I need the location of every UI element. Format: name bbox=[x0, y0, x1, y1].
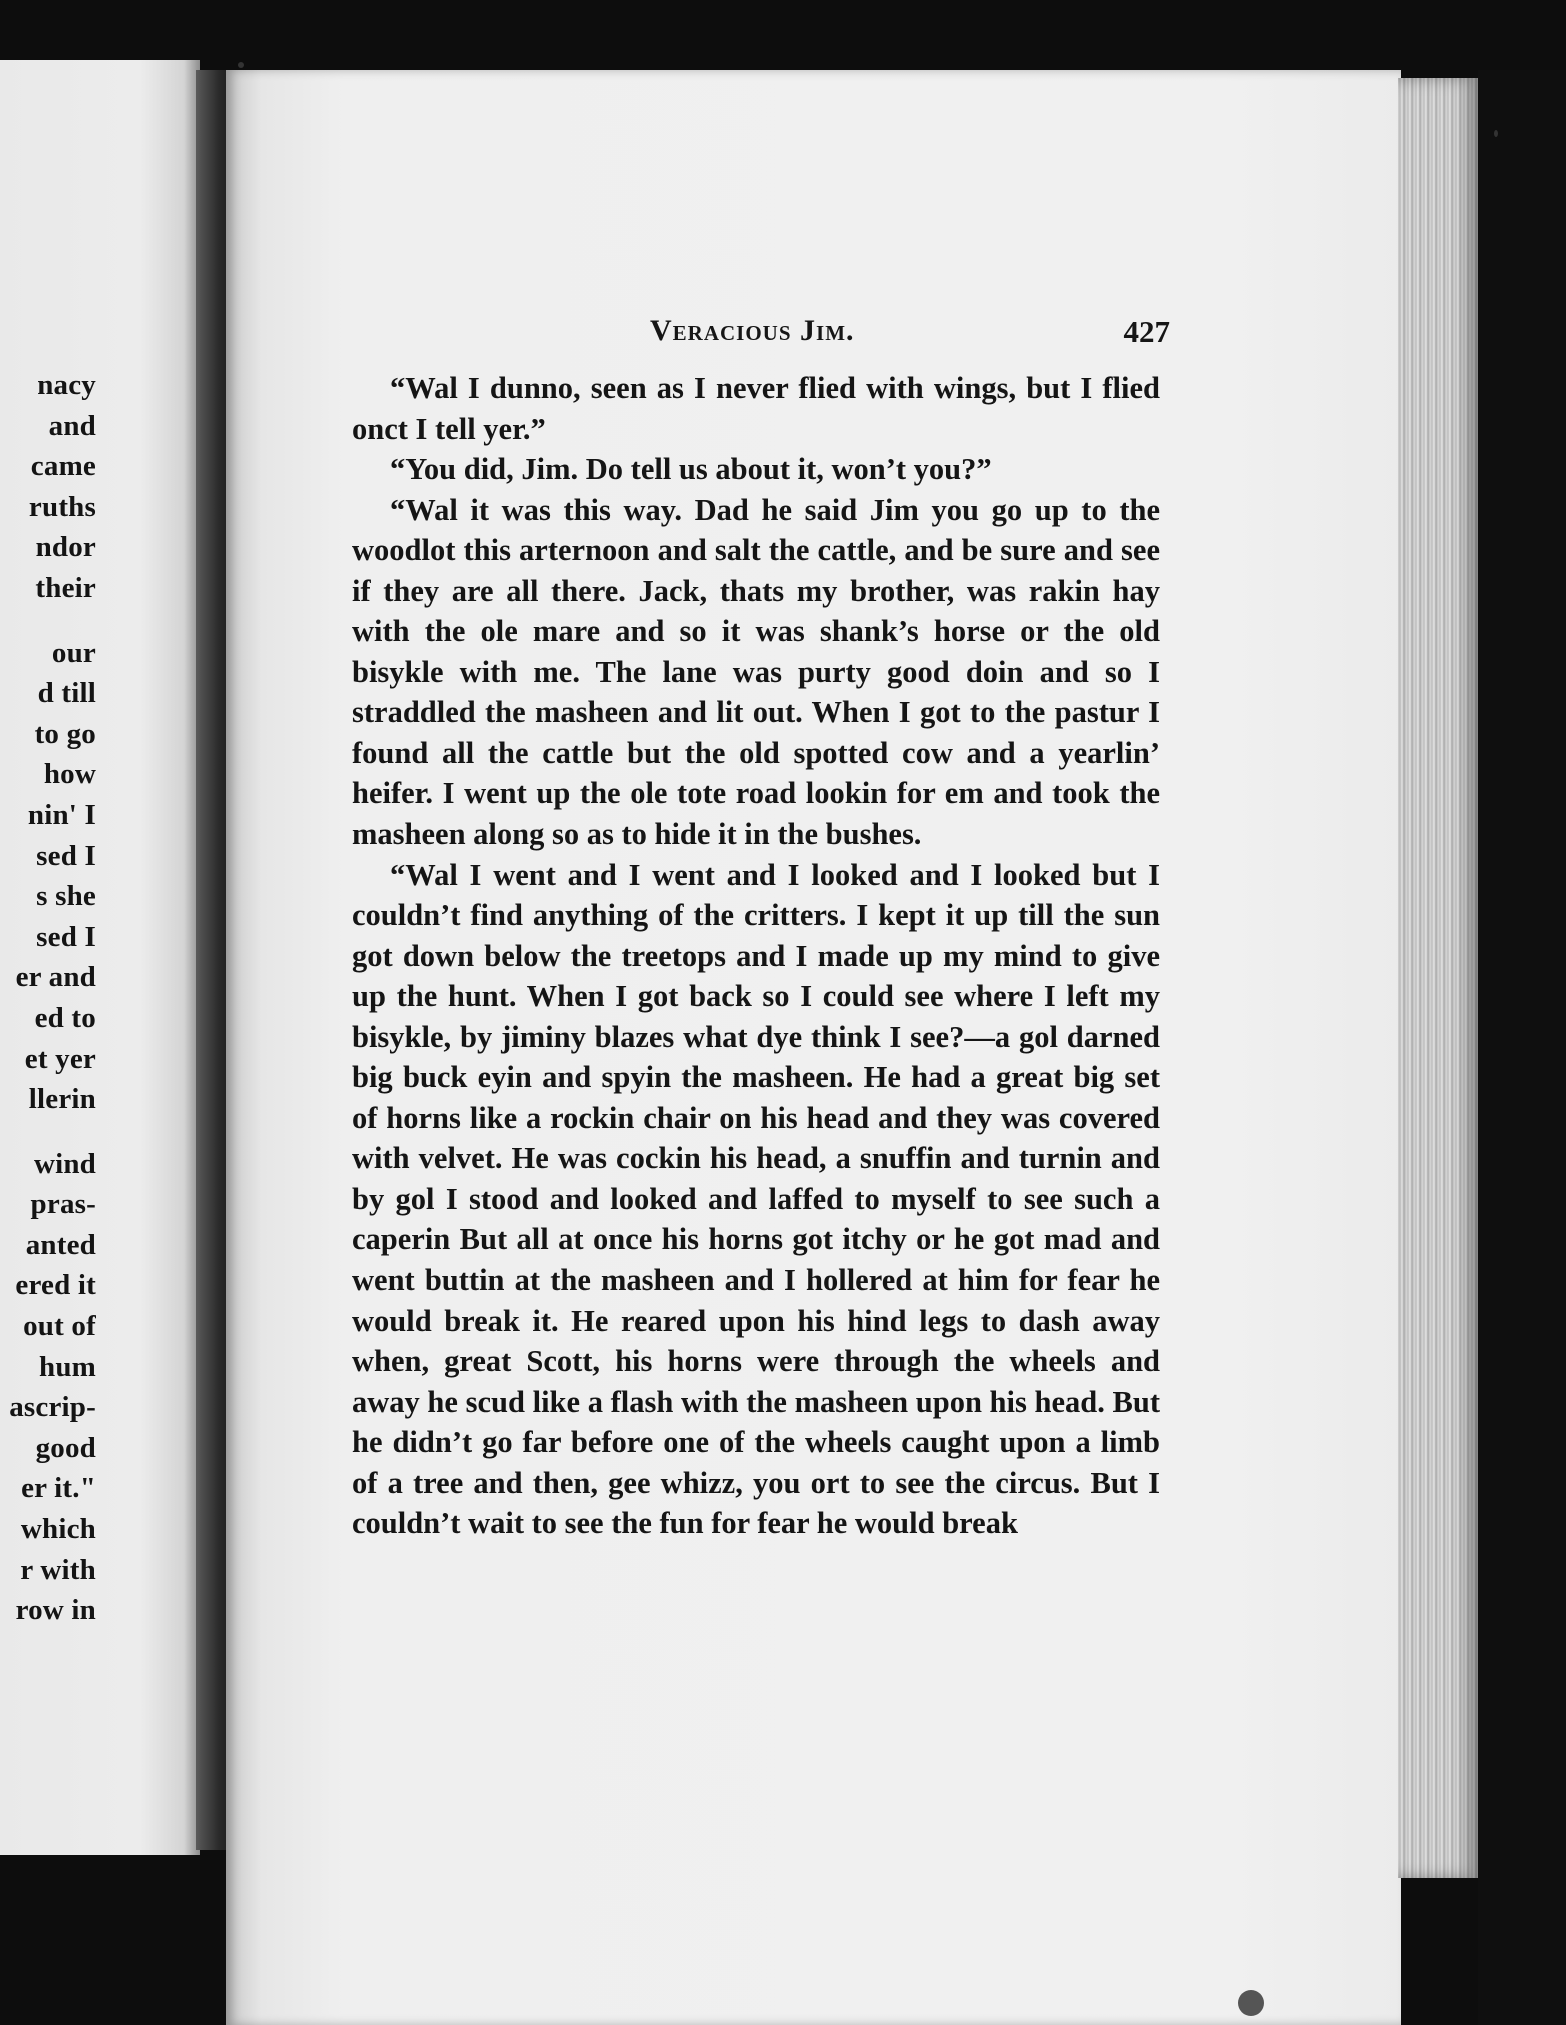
page-number: 427 bbox=[1123, 314, 1170, 349]
left-page-line: s she bbox=[36, 880, 96, 913]
running-head: Veracious Jim. bbox=[650, 314, 855, 347]
left-page-line: pras- bbox=[30, 1188, 96, 1221]
left-page-line: their bbox=[35, 571, 96, 604]
left-page-line: ered it bbox=[15, 1269, 96, 1302]
left-page-line: d till bbox=[37, 677, 96, 710]
left-page-line: ruths bbox=[28, 490, 96, 523]
left-page-line: good bbox=[35, 1431, 96, 1464]
left-page-line: r with bbox=[20, 1553, 96, 1586]
background-shadow bbox=[1478, 70, 1566, 2025]
left-page-line: to go bbox=[34, 717, 96, 750]
left-page-line bbox=[0, 609, 96, 633]
left-page-line: our bbox=[51, 636, 96, 669]
left-page-line: out of bbox=[23, 1310, 96, 1343]
left-page-line: and bbox=[48, 409, 96, 442]
left-page-line: nacy bbox=[37, 369, 96, 401]
left-page-line: which bbox=[20, 1513, 96, 1546]
left-page-line: llerin bbox=[28, 1083, 96, 1116]
paragraph: “Wal it was this way. Dad he said Jim you go up to the woodlot this arternoon and salt the cattle, and be sure and see if they are all there. Jack, thats my brother, was rakin hay with the ole mare and so it was shank’s horse or the old bisykle with me. The lane was purty good doin and so I straddled the masheen and lit out. When I got to the pastur I found all the cattle but the old spotted cow and a yearlin’ heifer. I went up the ole tote road lookin for em and took the masheen along so as to hide it in the bushes. bbox=[352, 492, 1160, 852]
left-page-line: er and bbox=[15, 961, 96, 994]
dust-speck bbox=[1494, 130, 1498, 137]
paragraph: “Wal I went and I went and I looked and I looked but I couldn’t find anything of the critters. I kept it up till the sun got down below the treetops and I made up my mind to give up the hunt. When I got back so I could see where I left my bisykle, by jiminy blazes what dye think I see?—a gol darned big buck eyin and spyin the masheen. He had a great big set of horns like a rockin chair on his head and they was covered with velvet. He was cockin his head, a snuffin and turnin and by gol I stood and looked and laffed to myself to see such a caperin But all at once his horns got itchy or he got mad and went buttin at the masheen and I hollered at him for fear he would break it. He reared upon his hind legs to dash away when, great Scott, his horns were through the wheels and away he scud like a flash with the masheen upon his head. But he didn’t go far before one of the wheels caught upon a limb of a tree and then, gee whizz, you ort to see the circus. But I couldn’t wait to see the fun for fear he would break bbox=[352, 857, 1160, 1541]
dust-speck bbox=[238, 62, 244, 68]
left-page-line: ascrip- bbox=[9, 1391, 96, 1424]
left-page-line: nin' I bbox=[27, 798, 96, 831]
page-edges bbox=[1398, 78, 1478, 1878]
left-page-text bbox=[0, 365, 96, 1631]
left-page-line bbox=[0, 1120, 96, 1144]
left-page-line: how bbox=[43, 758, 96, 791]
left-page-line: came bbox=[30, 450, 96, 483]
page-header bbox=[650, 314, 1170, 354]
left-page-line: hum bbox=[38, 1350, 96, 1383]
left-page-line: er it." bbox=[21, 1472, 96, 1505]
left-page-line: sed I bbox=[36, 920, 96, 953]
left-page-line: wind bbox=[33, 1147, 96, 1180]
left-page-line: sed I bbox=[36, 839, 96, 872]
left-page-line: ed to bbox=[34, 1001, 96, 1034]
paragraph: “Wal I dunno, seen as I never flied with wings, but I flied onct I tell yer.” bbox=[352, 371, 1160, 446]
page-body bbox=[352, 368, 1160, 1544]
left-page-line: anted bbox=[25, 1228, 96, 1261]
left-page-line: et yer bbox=[24, 1042, 96, 1075]
paragraph: “You did, Jim. Do tell us about it, won’t you?” bbox=[390, 452, 992, 487]
left-page-line: row in bbox=[15, 1594, 96, 1627]
left-page-line: ndor bbox=[35, 531, 96, 564]
dust-speck bbox=[1238, 1990, 1264, 2016]
